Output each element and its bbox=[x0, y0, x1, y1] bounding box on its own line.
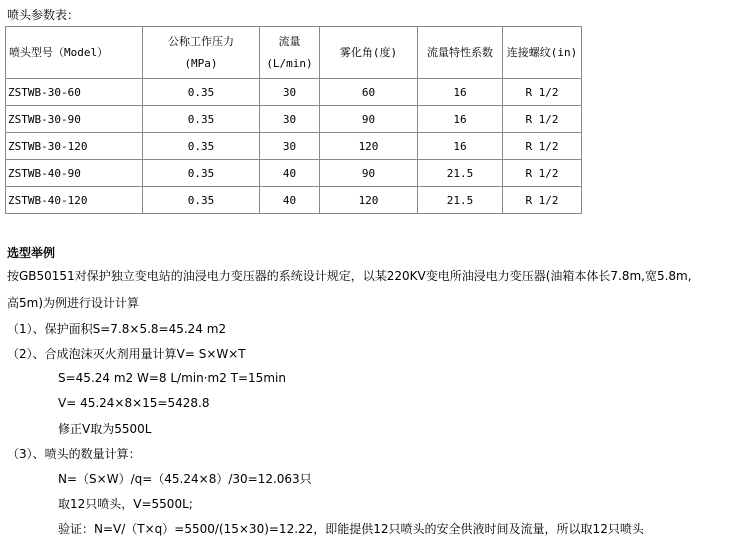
step-2-line: （2）、合成泡沫灭火剂用量计算V= S×W×T bbox=[7, 347, 246, 361]
calc-line: S=45.24 m2 W=8 L/min·m2 T=15min bbox=[58, 371, 286, 385]
table-row bbox=[6, 133, 582, 160]
paragraph-line: 高5m)为例进行设计计算 bbox=[7, 296, 140, 310]
calc-line: V= 45.24×8×15=5428.8 bbox=[58, 396, 210, 410]
cell-coefficient: 21.5 bbox=[418, 187, 503, 214]
cell-model: ZSTWB-30-120 bbox=[6, 133, 143, 160]
header-model: 喷头型号（Model） bbox=[6, 27, 143, 79]
cell-thread: R 1/2 bbox=[503, 106, 582, 133]
header-spray-angle: 雾化角(度) bbox=[320, 27, 418, 79]
cell-pressure: 0.35 bbox=[143, 187, 260, 214]
paragraph-line: 按GB50151对保护独立变电站的油浸电力变压器的系统设计规定，以某220KV变电所油浸电力变压器(油箱本体长7.8m,宽5.8m, bbox=[7, 269, 692, 283]
cell-flow: 30 bbox=[260, 106, 320, 133]
table-row bbox=[6, 187, 582, 214]
cell-flow: 40 bbox=[260, 160, 320, 187]
calc-line: 修正V取为5500L bbox=[58, 422, 152, 436]
cell-coefficient: 16 bbox=[418, 79, 503, 106]
cell-model: ZSTWB-40-120 bbox=[6, 187, 143, 214]
step-3-line: （3）、喷头的数量计算： bbox=[7, 447, 141, 461]
cell-thread: R 1/2 bbox=[503, 187, 582, 214]
section-title: 选型举例 bbox=[7, 246, 56, 260]
header-pressure-unit: (MPa) bbox=[184, 56, 218, 70]
table-row bbox=[6, 160, 582, 187]
header-flow-label: 流量 bbox=[278, 34, 301, 48]
calc-line: 取12只喷头，V=5500L; bbox=[58, 497, 193, 511]
cell-thread: R 1/2 bbox=[503, 160, 582, 187]
table-row bbox=[6, 106, 582, 133]
header-thread: 连接螺纹(in) bbox=[503, 27, 582, 79]
nozzle-parameter-table bbox=[5, 26, 582, 214]
header-flow-unit: (L/min) bbox=[266, 56, 313, 70]
header-pressure bbox=[143, 27, 260, 79]
table-header-row bbox=[6, 27, 582, 79]
header-flow-coefficient: 流量特性系数 bbox=[418, 27, 503, 79]
cell-angle: 120 bbox=[320, 187, 418, 214]
cell-model: ZSTWB-30-90 bbox=[6, 106, 143, 133]
cell-thread: R 1/2 bbox=[503, 79, 582, 106]
cell-angle: 60 bbox=[320, 79, 418, 106]
cell-thread: R 1/2 bbox=[503, 133, 582, 160]
cell-pressure: 0.35 bbox=[143, 79, 260, 106]
cell-angle: 90 bbox=[320, 160, 418, 187]
cell-pressure: 0.35 bbox=[143, 106, 260, 133]
header-pressure-label: 公称工作压力 bbox=[168, 34, 234, 48]
cell-angle: 90 bbox=[320, 106, 418, 133]
cell-angle: 120 bbox=[320, 133, 418, 160]
cell-model: ZSTWB-30-60 bbox=[6, 79, 143, 106]
header-flow bbox=[260, 27, 320, 79]
cell-flow: 30 bbox=[260, 133, 320, 160]
cell-coefficient: 16 bbox=[418, 133, 503, 160]
cell-coefficient: 21.5 bbox=[418, 160, 503, 187]
cell-flow: 40 bbox=[260, 187, 320, 214]
table-caption: 喷头参数表： bbox=[7, 8, 80, 22]
verification-line: 验证：N=V/（T×q）=5500/(15×30)=12.22，即能提供12只喷头的安全供液时间及流量，所以取12只喷头 bbox=[58, 522, 644, 536]
cell-model: ZSTWB-40-90 bbox=[6, 160, 143, 187]
cell-flow: 30 bbox=[260, 79, 320, 106]
calc-line: N=（S×W）/q=（45.24×8）/30=12.063只 bbox=[58, 472, 312, 486]
cell-pressure: 0.35 bbox=[143, 160, 260, 187]
cell-coefficient: 16 bbox=[418, 106, 503, 133]
table-row bbox=[6, 79, 582, 106]
step-1-line: （1）、保护面积S=7.8×5.8=45.24 m2 bbox=[7, 322, 227, 336]
cell-pressure: 0.35 bbox=[143, 133, 260, 160]
